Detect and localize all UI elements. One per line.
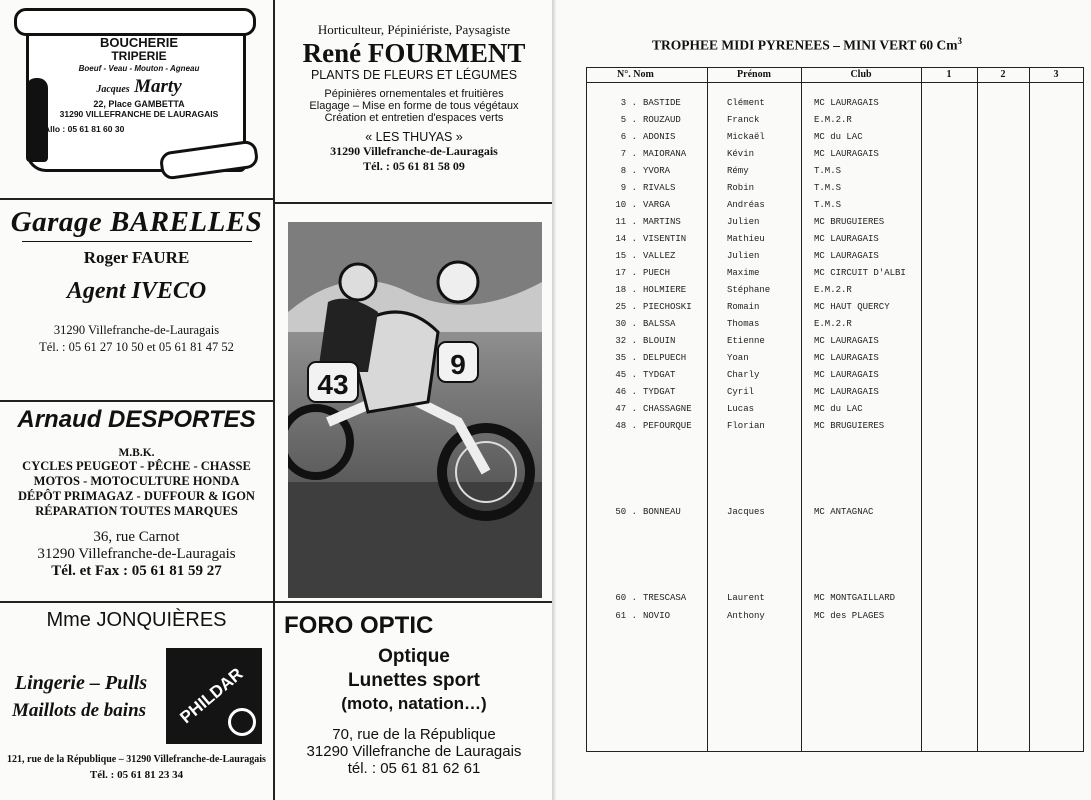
row-nom: MARTINS xyxy=(643,217,681,227)
row-number: 48 . xyxy=(615,421,637,431)
row-prenom: Thomas xyxy=(727,319,760,329)
desportes-addr: 36, rue Carnot xyxy=(93,529,180,545)
row-club: T.M.S xyxy=(814,183,842,193)
table-row xyxy=(587,183,917,200)
garage-agent: Agent IVECO xyxy=(66,278,207,304)
table-row xyxy=(587,319,917,336)
table-row xyxy=(587,251,917,268)
header-club: Club xyxy=(850,69,872,80)
row-nom: VARGA xyxy=(643,200,671,210)
butcher-name-prefix: Jacques xyxy=(96,84,130,96)
row-nom: MAIORANA xyxy=(643,149,687,159)
butcher-line1: BOUCHERIE xyxy=(99,35,178,50)
row-number: 25 . xyxy=(615,302,637,312)
fourment-line6: « LES THUYAS » xyxy=(365,130,463,144)
butcher-phone: Allo : 05 61 81 60 30 xyxy=(44,124,125,135)
header-run-2: 2 xyxy=(1000,69,1006,80)
desportes-l3: MOTOS - MOTOCULTURE HONDA xyxy=(33,474,240,488)
row-prenom: Stéphane xyxy=(727,285,771,295)
phildar-swirl-icon xyxy=(228,708,256,736)
divider-left-2 xyxy=(0,400,273,402)
results-table xyxy=(586,67,1084,752)
ad-jonquieres xyxy=(0,606,273,796)
jonquieres-l1: Lingerie – Pulls xyxy=(14,672,148,694)
row-nom: PIECHOSKI xyxy=(643,302,692,312)
row-nom: BASTIDE xyxy=(643,98,681,108)
table-row xyxy=(587,234,917,251)
row-club: MC LAURAGAIS xyxy=(814,234,879,244)
row-nom: TYDGAT xyxy=(643,387,676,397)
row-nom: TYDGAT xyxy=(643,370,676,380)
header-run-1: 1 xyxy=(946,69,952,80)
row-nom: VISENTIN xyxy=(643,234,687,244)
row-nom: RIVALS xyxy=(643,183,676,193)
row-club: MC LAURAGAIS xyxy=(814,353,879,363)
garage-name: Garage BARELLES xyxy=(10,206,263,238)
row-number: 5 . xyxy=(620,115,637,125)
optic-l3: (moto, natation…) xyxy=(341,694,487,713)
header-run-3: 3 xyxy=(1053,69,1059,80)
phildar-brand: PHILDAR xyxy=(176,664,247,728)
row-prenom: Yoan xyxy=(727,353,749,363)
row-number: 10 . xyxy=(615,200,637,210)
row-prenom: Cyril xyxy=(727,387,755,397)
row-prenom: Julien xyxy=(727,251,760,261)
row-nom: VALLEZ xyxy=(643,251,676,261)
title-sup: 3 xyxy=(957,36,962,46)
butcher-line3: Boeuf - Veau - Mouton - Agneau xyxy=(78,64,200,74)
optic-city: 31290 Villefranche de Lauragais xyxy=(306,743,522,760)
table-row xyxy=(587,353,917,370)
row-prenom: Jacques xyxy=(727,507,765,517)
garage-city: 31290 Villefranche-de-Lauragais xyxy=(53,323,220,337)
desportes-l4: DÉPÔT PRIMAGAZ - DUFFOUR & IGON xyxy=(18,489,255,503)
row-club: T.M.S xyxy=(814,200,842,210)
divider-left-1 xyxy=(0,198,273,200)
table-row xyxy=(587,268,917,285)
garage-phone: Tél. : 05 61 27 10 50 et 05 61 81 47 52 xyxy=(39,340,234,354)
table-row xyxy=(587,302,917,319)
table-row xyxy=(587,421,917,438)
ad-butcher xyxy=(10,8,262,178)
jonquieres-l2: Maillots de bains xyxy=(11,700,147,721)
row-nom: CHASSAGNE xyxy=(643,404,692,414)
row-nom: BLOUIN xyxy=(643,336,676,346)
plate-number-1: 43 xyxy=(317,369,349,400)
row-prenom: Lucas xyxy=(727,404,755,414)
row-number: 3 . xyxy=(620,98,637,108)
row-prenom: Florian xyxy=(727,421,765,431)
table-row xyxy=(587,217,917,234)
fourment-name: René FOURMENT xyxy=(302,38,526,68)
motocross-illustration xyxy=(288,222,542,598)
table-row xyxy=(587,132,917,149)
row-prenom: Charly xyxy=(727,370,760,380)
row-number: 8 . xyxy=(620,166,637,176)
jonquieres-addr: 121, rue de la République – 31290 Villefranche-de-Lauragais xyxy=(7,754,266,765)
row-club: MC LAURAGAIS xyxy=(814,149,879,159)
table-row xyxy=(587,115,917,132)
row-number: 45 . xyxy=(615,370,637,380)
butcher-address2: 31290 VILLEFRANCHE DE LAURAGAIS xyxy=(59,109,219,120)
divider-left-3 xyxy=(0,601,273,603)
row-club: MC LAURAGAIS xyxy=(814,336,879,346)
phildar-logo xyxy=(166,648,262,744)
row-number: 15 . xyxy=(615,251,637,261)
desportes-city: 31290 Villefranche-de-Lauragais xyxy=(37,546,236,562)
ad-fourment xyxy=(278,22,550,174)
row-nom: HOLMIERE xyxy=(643,285,687,295)
row-prenom: Andréas xyxy=(727,200,765,210)
row-number: 50 . xyxy=(615,507,637,517)
fourment-line4: Elagage – Mise en forme de tous végétaux xyxy=(309,100,519,112)
row-number: 30 . xyxy=(615,319,637,329)
row-club: MC LAURAGAIS xyxy=(814,370,879,380)
fourment-phone: Tél. : 05 61 81 58 09 xyxy=(363,159,465,173)
fourment-line1: Horticulteur, Pépiniériste, Paysagiste xyxy=(317,22,511,37)
row-number: 32 . xyxy=(615,336,637,346)
header-divider xyxy=(587,82,1083,83)
optic-addr: 70, rue de la République xyxy=(332,726,496,743)
optic-l2: Lunettes sport xyxy=(348,670,480,691)
col-sep-3 xyxy=(921,68,922,751)
col-sep-4 xyxy=(977,68,978,751)
row-nom: NOVIO xyxy=(643,611,671,621)
row-nom: BALSSA xyxy=(643,319,676,329)
row-number: 14 . xyxy=(615,234,637,244)
plate-number-2: 9 xyxy=(450,349,466,380)
motocross-photo xyxy=(288,222,542,598)
row-prenom: Clément xyxy=(727,98,765,108)
jonquieres-name: Mme JONQUIÈRES xyxy=(46,609,227,631)
divider-right-1 xyxy=(273,202,552,204)
table-row xyxy=(587,507,917,524)
optic-name: FORO OPTIC xyxy=(284,612,434,639)
row-club: MC HAUT QUERCY xyxy=(814,302,890,312)
table-row xyxy=(587,387,917,404)
row-prenom: Franck xyxy=(727,115,760,125)
row-club: MC LAURAGAIS xyxy=(814,251,879,261)
row-number: 60 . xyxy=(615,593,637,603)
row-nom: DELPUECH xyxy=(643,353,687,363)
table-row xyxy=(587,611,917,628)
butcher-line2: TRIPERIE xyxy=(111,49,167,64)
row-number: 47 . xyxy=(615,404,637,414)
row-prenom: Maxime xyxy=(727,268,760,278)
desportes-l2: CYCLES PEUGEOT - PÊCHE - CHASSE xyxy=(22,459,251,473)
row-number: 6 . xyxy=(620,132,637,142)
table-row xyxy=(587,370,917,387)
row-club: MC CIRCUIT D'ALBI xyxy=(814,268,906,278)
row-club: E.M.2.R xyxy=(814,319,852,329)
scroll-top-roll xyxy=(14,8,256,36)
header-prenom: Prénom xyxy=(737,69,771,80)
row-prenom: Romain xyxy=(727,302,760,312)
row-prenom: Robin xyxy=(727,183,755,193)
table-row xyxy=(587,166,917,183)
garage-underline xyxy=(22,241,252,242)
divider-vertical xyxy=(273,0,275,800)
fourment-line2: PLANTS DE FLEURS ET LÉGUMES xyxy=(310,68,518,82)
row-club: MC LAURAGAIS xyxy=(814,387,879,397)
row-club: MC du LAC xyxy=(814,404,863,414)
col-sep-5 xyxy=(1029,68,1030,751)
row-prenom: Laurent xyxy=(727,593,765,603)
row-nom: PUECH xyxy=(643,268,671,278)
desportes-phone: Tél. et Fax : 05 61 81 59 27 xyxy=(51,563,222,579)
row-club: MC LAURAGAIS xyxy=(814,98,879,108)
page-title xyxy=(652,36,1052,54)
row-nom: TRESCASA xyxy=(643,593,687,603)
row-club: MC ANTAGNAC xyxy=(814,507,874,517)
ad-garage xyxy=(0,205,273,355)
row-club: MC du LAC xyxy=(814,132,863,142)
table-row xyxy=(587,200,917,217)
row-number: 35 . xyxy=(615,353,637,363)
table-row xyxy=(587,149,917,166)
butcher-address1: 22, Place GAMBETTA xyxy=(93,99,185,110)
ad-foro-optic xyxy=(276,612,552,796)
header-num-name: N°. Nom xyxy=(617,69,654,80)
row-prenom: Anthony xyxy=(727,611,765,621)
row-prenom: Rémy xyxy=(727,166,749,176)
row-nom: YVORA xyxy=(643,166,671,176)
row-nom: PEFOURQUE xyxy=(643,421,692,431)
row-prenom: Kévin xyxy=(727,149,755,159)
divider-right-2 xyxy=(273,601,552,603)
table-row xyxy=(587,593,917,610)
fourment-line7: 31290 Villefranche-de-Lauragais xyxy=(330,144,498,158)
row-prenom: Mathieu xyxy=(727,234,765,244)
row-club: T.M.S xyxy=(814,166,842,176)
table-row xyxy=(587,98,917,115)
row-club: MC des PLAGES xyxy=(814,611,885,621)
desportes-l5: RÉPARATION TOUTES MARQUES xyxy=(35,504,238,518)
row-nom: ROUZAUD xyxy=(643,115,681,125)
table-row xyxy=(587,285,917,302)
row-number: 11 . xyxy=(615,217,637,227)
row-club: MC BRUGUIERES xyxy=(814,217,885,227)
row-nom: BONNEAU xyxy=(643,507,681,517)
row-club: E.M.2.R xyxy=(814,285,852,295)
fourment-line3: Pépinières ornementales et fruitières xyxy=(324,88,504,100)
desportes-name: Arnaud DESPORTES xyxy=(17,406,256,433)
row-number: 18 . xyxy=(615,285,637,295)
row-number: 9 . xyxy=(620,183,637,193)
title-text: TROPHEE MIDI PYRENEES – MINI VERT 60 Cm xyxy=(652,37,958,53)
optic-l1: Optique xyxy=(378,646,450,667)
row-club: MC MONTGAILLARD xyxy=(814,593,896,603)
row-prenom: Mickaël xyxy=(727,132,765,142)
row-prenom: Julien xyxy=(727,217,760,227)
table-row xyxy=(587,336,917,353)
row-number: 17 . xyxy=(615,268,637,278)
row-nom: ADONIS xyxy=(643,132,676,142)
row-number: 61 . xyxy=(615,611,637,621)
jonquieres-phone: Tél. : 05 61 81 23 34 xyxy=(89,769,184,781)
row-number: 7 . xyxy=(620,149,637,159)
ad-desportes xyxy=(0,405,273,580)
desportes-l1: M.B.K. xyxy=(118,447,155,459)
row-club: E.M.2.R xyxy=(814,115,852,125)
garage-owner: Roger FAURE xyxy=(83,248,190,267)
table-row xyxy=(587,404,917,421)
fourment-line5: Création et entretien d'espaces verts xyxy=(324,112,504,124)
row-number: 46 . xyxy=(615,387,637,397)
butcher-name: Marty xyxy=(134,76,182,98)
optic-phone: tél. : 05 61 81 62 61 xyxy=(347,760,481,777)
row-club: MC BRUGUIERES xyxy=(814,421,885,431)
row-prenom: Etienne xyxy=(727,336,765,346)
